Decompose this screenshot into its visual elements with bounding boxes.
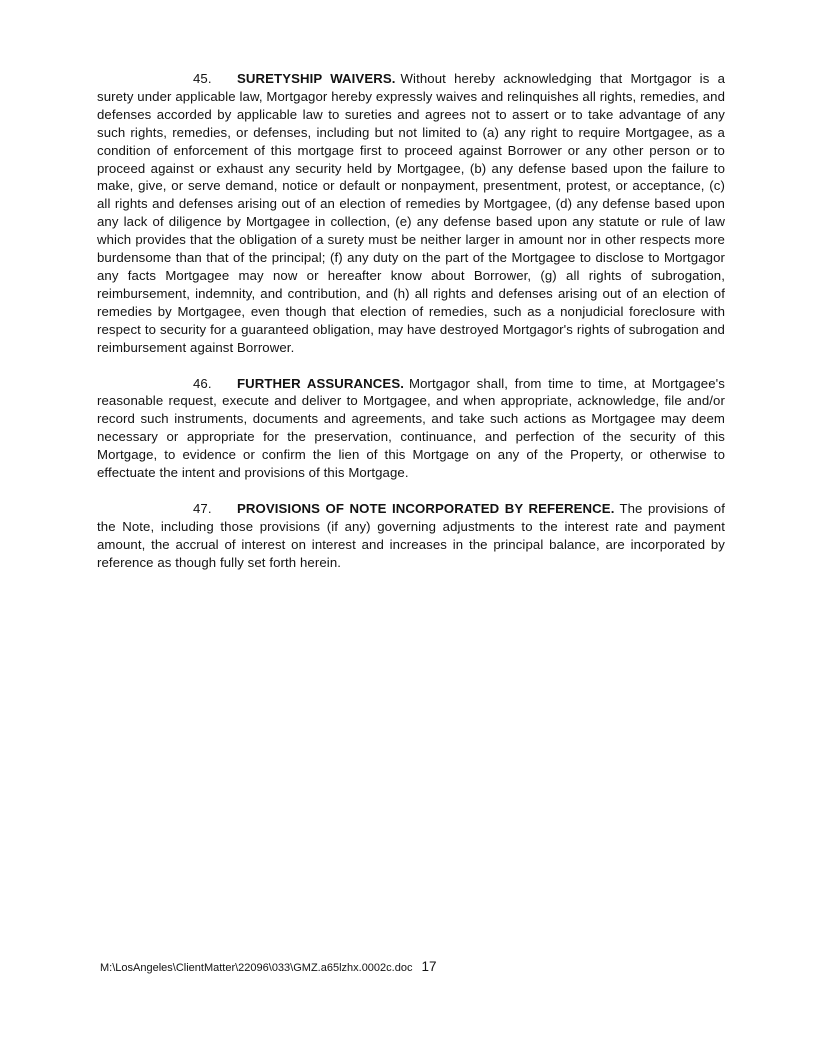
section-46-body-text: Mortgagor shall, from time to time, at Mortgagee's reasonable request, execute and deliver to Mortgagee, and when appropriate, acknowledge, file and/or record such instruments, documents and agreements, and take such actions as Mortgagee may deem necessary or appropriate for the preservation, continuance, and perfection of the security of this Mortgage, to evidence or confirm the lien of this Mortgage on any of the Property, or otherwise to effectuate the intent and provisions of this Mortgage. <box>97 375 725 481</box>
section-46-heading: FURTHER ASSURANCES. <box>237 375 404 391</box>
page-footer <box>100 959 436 974</box>
document-file-path: M:\LosAngeles\ClientMatter\22096\033\GMZ.a65lzhx.0002c.doc <box>100 962 413 974</box>
section-45-paragraph <box>97 70 725 357</box>
section-46-paragraph <box>97 375 725 482</box>
section-47-body-text: The provisions of the Note, including those provisions (if any) governing adjustments to the interest rate and payment amount, the accrual of interest on interest and increases in the principal balance, are incorporated by reference as though fully set forth herein. <box>97 500 726 570</box>
document-body <box>97 70 725 590</box>
section-46-number: 46. <box>193 375 212 391</box>
section-45-heading: SURETYSHIP WAIVERS. <box>237 71 396 86</box>
section-45-number: 45. <box>193 71 212 86</box>
section-47-paragraph <box>97 500 725 572</box>
section-45-body-text: Without hereby acknowledging that Mortgagor is a surety under applicable law, Mortgagor hereby expressly waives and relinquishes all rights, remedies, and defenses accorded by applicable law to sureties and agrees not to assert or to take advantage of any such rights, remedies, or defenses, including but not limited to (a) any right to require Mortgagee, as a condition of enforcement of this mortgage first to proceed against Borrower or any other person or to proceed against or exhaust any security held by Mortgagee, (b) any defense based upon the failure to make, give, or serve demand, notice or default or nonpayment, presentment, protest, or acceptance, (c) all rights and defenses arising out of an election of remedies by Mortgagee, (d) any defense based upon any lack of diligence by Mortgagee in collection, (e) any defense based upon any statute or rule of law which provides that the obligation of a surety must be neither larger in amount nor in other respects more burdensome than that of the principal; (f) any duty on the part of the Mortgagee to disclose to Mortgagor any facts Mortgagee may now or hereafter know about Borrower, (g) all rights of subrogation, reimbursement, indemnity, and contribution, and (h) all rights and defenses arising out of an election of remedies by Mortgagee, even though that election of remedies, such as a nonjudicial foreclosure with respect to security for a guaranteed obligation, may have destroyed Mortgagor's rights of subrogation and reimbursement against Borrower. <box>97 71 726 355</box>
section-47-number: 47. <box>193 500 212 516</box>
page-number: 17 <box>421 959 437 974</box>
section-47-heading: PROVISIONS OF NOTE INCORPORATED BY REFERENCE. <box>237 500 615 516</box>
